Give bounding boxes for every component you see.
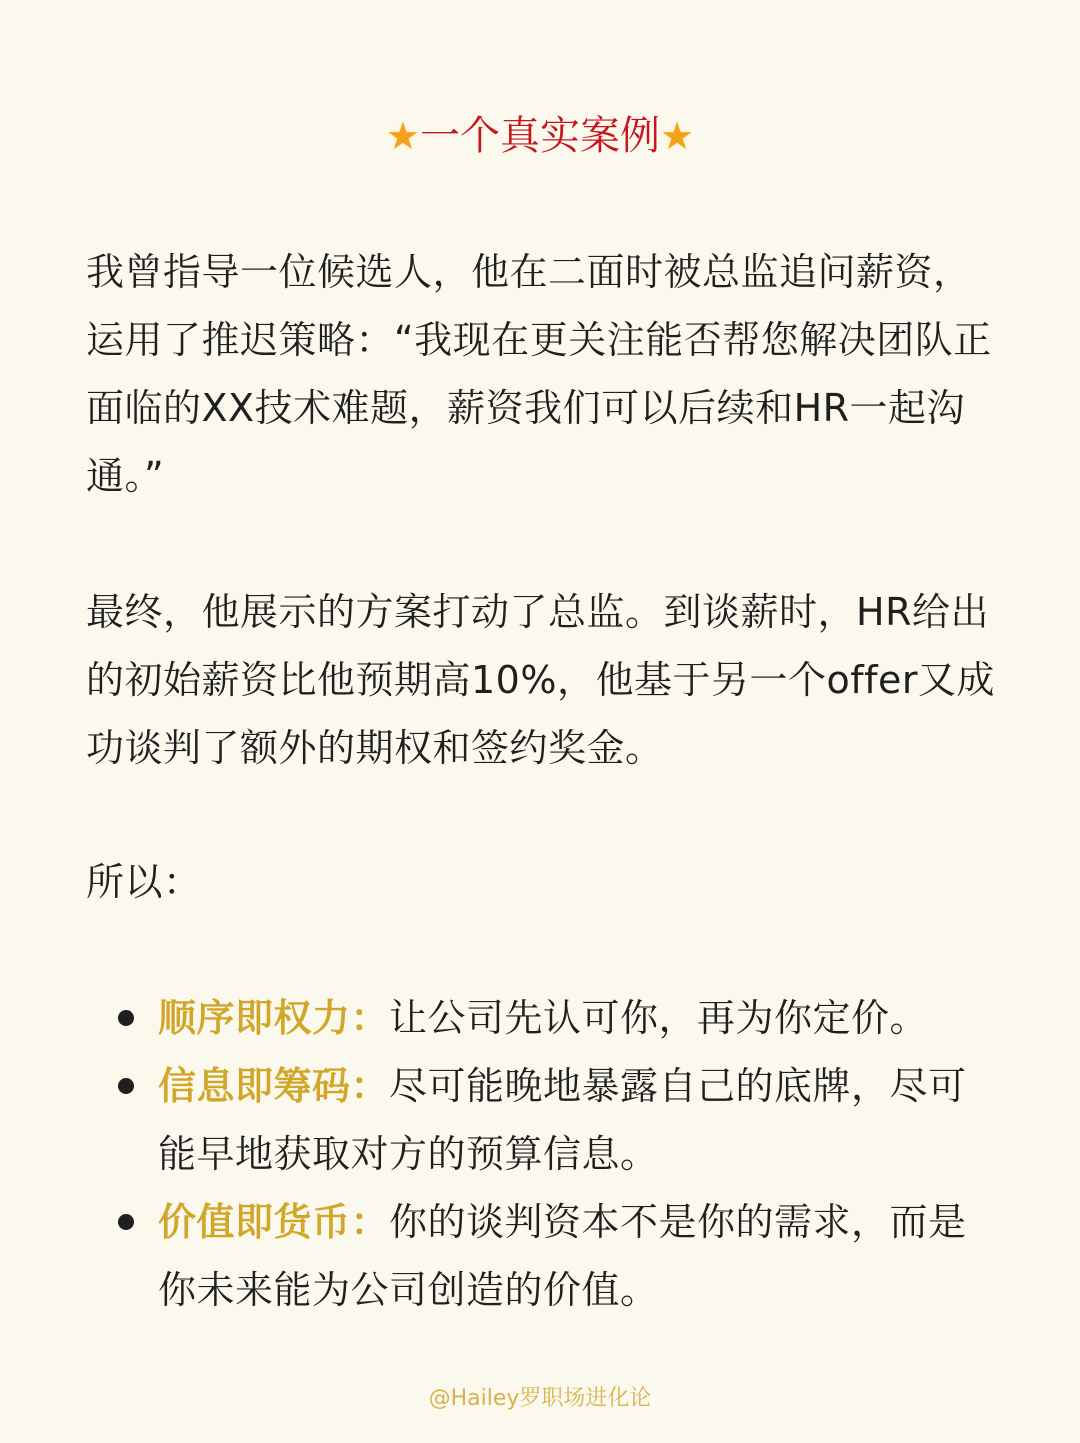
bullet-text: 你的谈判资本不是你的需求，而是你未来能为公司创造的价值。 xyxy=(158,1200,967,1312)
bullet-key: 信息即筹码： xyxy=(158,1064,390,1108)
star-icon: ★ xyxy=(385,114,420,158)
list-item xyxy=(110,1188,1000,1324)
star-icon: ★ xyxy=(660,114,695,158)
bullet-dot-icon xyxy=(118,1078,134,1094)
bullet-dot-icon xyxy=(118,1214,134,1230)
bullet-key: 顺序即权力： xyxy=(158,996,390,1040)
paragraph-case-story: 我曾指导一位候选人，他在二面时被总监追问薪资，运用了推迟策略：“我现在更关注能否帮您解决团队正面临的XX技术难题，薪资我们可以后续和HR一起沟通。” xyxy=(86,250,992,498)
paragraph-outcome: 最终，他展示的方案打动了总监。到谈薪时，HR给出的初始薪资比他预期高10%，他基于另一个offer又成功谈判了额外的期权和签约奖金。 xyxy=(86,590,995,770)
bullet-text: 让公司先认可你，再为你定价。 xyxy=(389,996,929,1040)
page-title xyxy=(0,108,1080,164)
bullet-key: 价值即货币： xyxy=(158,1200,390,1244)
principles-list xyxy=(110,984,1000,1324)
list-item xyxy=(110,984,1000,1052)
title-text: 一个真实案例 xyxy=(420,113,660,159)
bullet-dot-icon xyxy=(118,1010,134,1026)
paragraph-conclusion-lead: 所以： xyxy=(86,860,202,904)
list-item xyxy=(110,1052,1000,1188)
bullet-text: 尽可能晚地暴露自己的底牌，尽可能早地获取对方的预算信息。 xyxy=(158,1064,967,1176)
author-watermark: @Hailey罗职场进化论 xyxy=(428,1386,652,1411)
